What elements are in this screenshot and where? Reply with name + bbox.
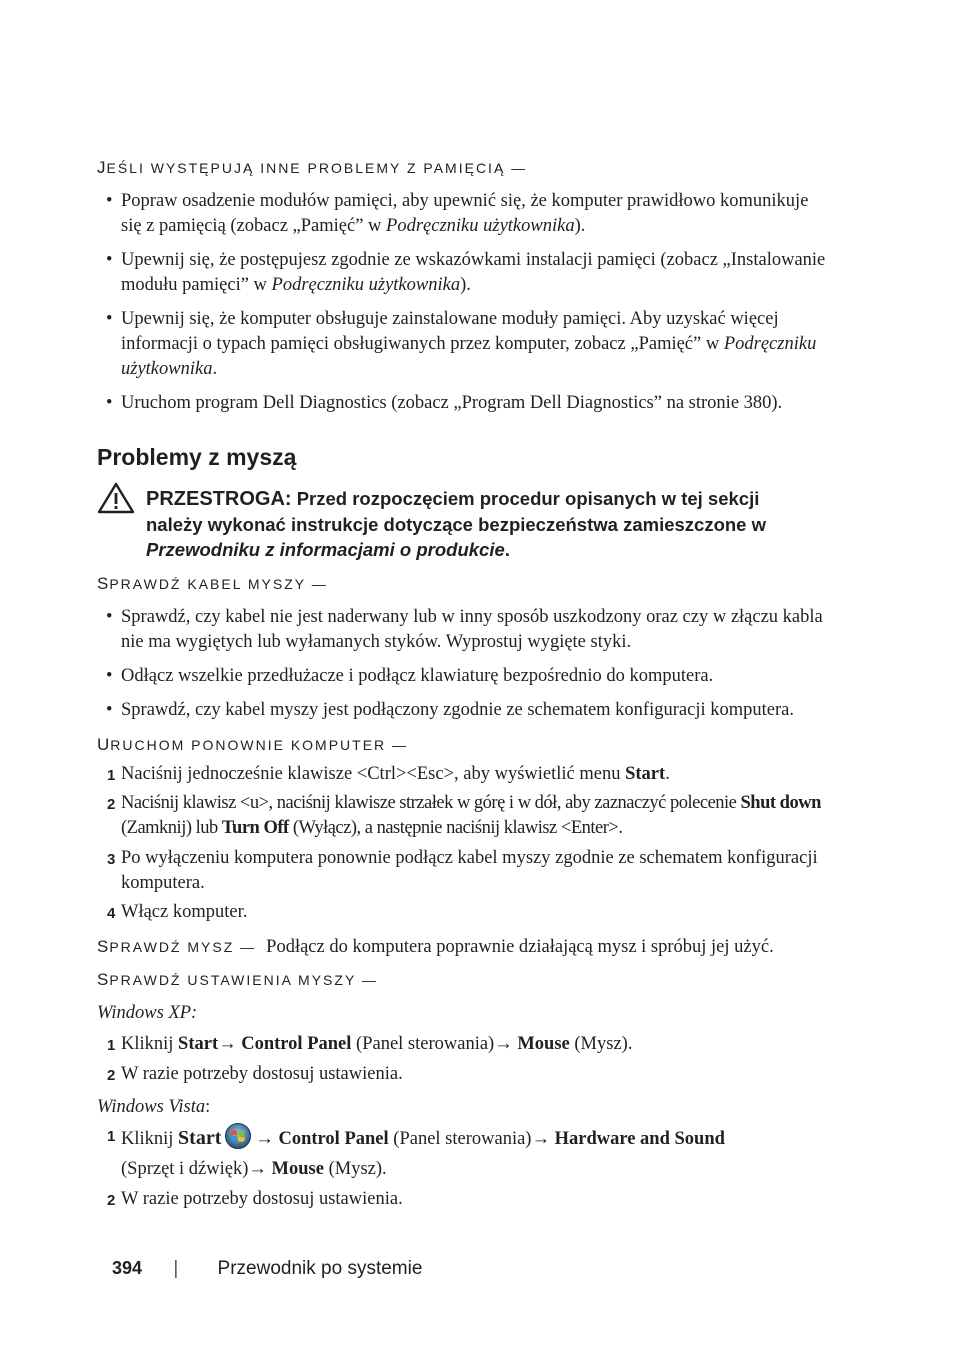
restart-steps — [97, 762, 832, 925]
xp-steps — [97, 1032, 832, 1087]
restart-heading: URUCHOM PONOWNIE KOMPUTER — — [97, 735, 409, 754]
list-item: 1 Kliknij Start → Control Panel (Panel sterowania)→ Hardware and Sound (Sprzęt i dźwięk)→ Mouse (Mysz). — [97, 1123, 832, 1182]
page-footer — [112, 1258, 422, 1280]
page-number: 394 — [112, 1258, 143, 1278]
warning-triangle-icon — [97, 482, 135, 519]
windows-vista-label: Windows Vista: — [97, 1097, 211, 1117]
footer-title: Przewodnik po systemie — [217, 1258, 423, 1279]
list-item: • Sprawdź, czy kabel nie jest naderwany lub w inny sposób uszkodzony oraz czy w złączu kabla nie ma wygiętych lub wyłamanych styków. Wyprostuj wygięte styki. — [97, 605, 832, 655]
footer-separator: | — [173, 1258, 179, 1279]
memory-heading — [97, 158, 527, 178]
settings-heading: SPRAWDŹ USTAWIENIA MYSZY — — [97, 970, 378, 989]
list-item: 4 Włącz komputer. — [107, 902, 248, 922]
list-item: 1 Kliknij Start→ Control Panel (Panel sterowania)→ Mouse (Mysz). — [107, 1034, 633, 1054]
cable-heading: SPRAWDŹ KABEL MYSZY — — [97, 574, 328, 593]
list-item: • Popraw osadzenie modułów pamięci, aby upewnić się, że komputer prawidłowo komunikuje się z pamięcią (zobacz „Pamięć” w Podręczniku użytkownika). — [97, 189, 832, 239]
list-item: • Sprawdź, czy kabel myszy jest podłączony zgodnie ze schematem konfiguracji komputera. — [97, 698, 832, 723]
windows-start-orb-icon — [223, 1123, 253, 1157]
caution-label: PRZESTROGA: — [146, 488, 292, 510]
list-item: • Uruchom program Dell Diagnostics (zobacz „Program Dell Diagnostics” na stronie 380). — [97, 391, 832, 416]
list-item: 2 W razie potrzeby dostosuj ustawienia. — [107, 1189, 403, 1209]
windows-xp-label: Windows XP: — [97, 1003, 198, 1023]
list-item: 2 Naciśnij klawisz <u>, naciśnij klawisze strzałek w górę i w dół, aby zaznaczyć polecenie Shut down (Zamknij) lub Turn Off (Wyłącz), a następnie naciśnij klawisz <Enter>. — [107, 793, 821, 838]
section-title: Problemy z myszą — [97, 444, 297, 470]
list-item: • Upewnij się, że postępujesz zgodnie ze wskazówkami instalacji pamięci (zobacz „Instalowanie modułu pamięci” w Podręczniku użytkownika). — [97, 248, 832, 298]
check-mouse-heading: SPRAWDŹ MYSZ — — [97, 937, 257, 956]
memory-list — [97, 189, 832, 416]
memory-heading-first: J — [97, 158, 107, 177]
memory-heading-rest: EŚLI WYSTĘPUJĄ INNE PROBLEMY Z PAMIĘCIĄ — — [106, 160, 528, 176]
check-mouse-paragraph: SPRAWDŹ MYSZ — Podłącz do komputera poprawnie działającą mysz i spróbuj jej użyć. — [97, 937, 774, 957]
list-item: 1 Naciśnij jednocześnie klawisze <Ctrl><Esc>, aby wyświetlić menu Start. — [107, 764, 670, 784]
list-item: • Odłącz wszelkie przedłużacze i podłącz klawiaturę bezpośrednio do komputera. — [97, 664, 832, 689]
list-item: 2 W razie potrzeby dostosuj ustawienia. — [107, 1064, 403, 1084]
list-item: • Upewnij się, że komputer obsługuje zainstalowane moduły pamięci. Aby uzyskać więcej informacji o typach pamięci obsługiwanych przez komputer, zobacz „Pamięć” w Podręczniku użytkownika. — [97, 307, 832, 382]
list-item: 3 Po wyłączeniu komputera ponownie podłącz kabel myszy zgodnie ze schematem konfiguracji komputera. — [107, 848, 818, 893]
caution-note: PRZESTROGA: Przed rozpoczęciem procedur opisanych w tej sekcji należy wykonać instrukcje dotyczące bezpieczeństwa zamieszczone w Przewodniku z informacjami o produkcie. — [146, 488, 766, 560]
cable-list — [97, 605, 832, 723]
vista-steps — [97, 1123, 832, 1212]
